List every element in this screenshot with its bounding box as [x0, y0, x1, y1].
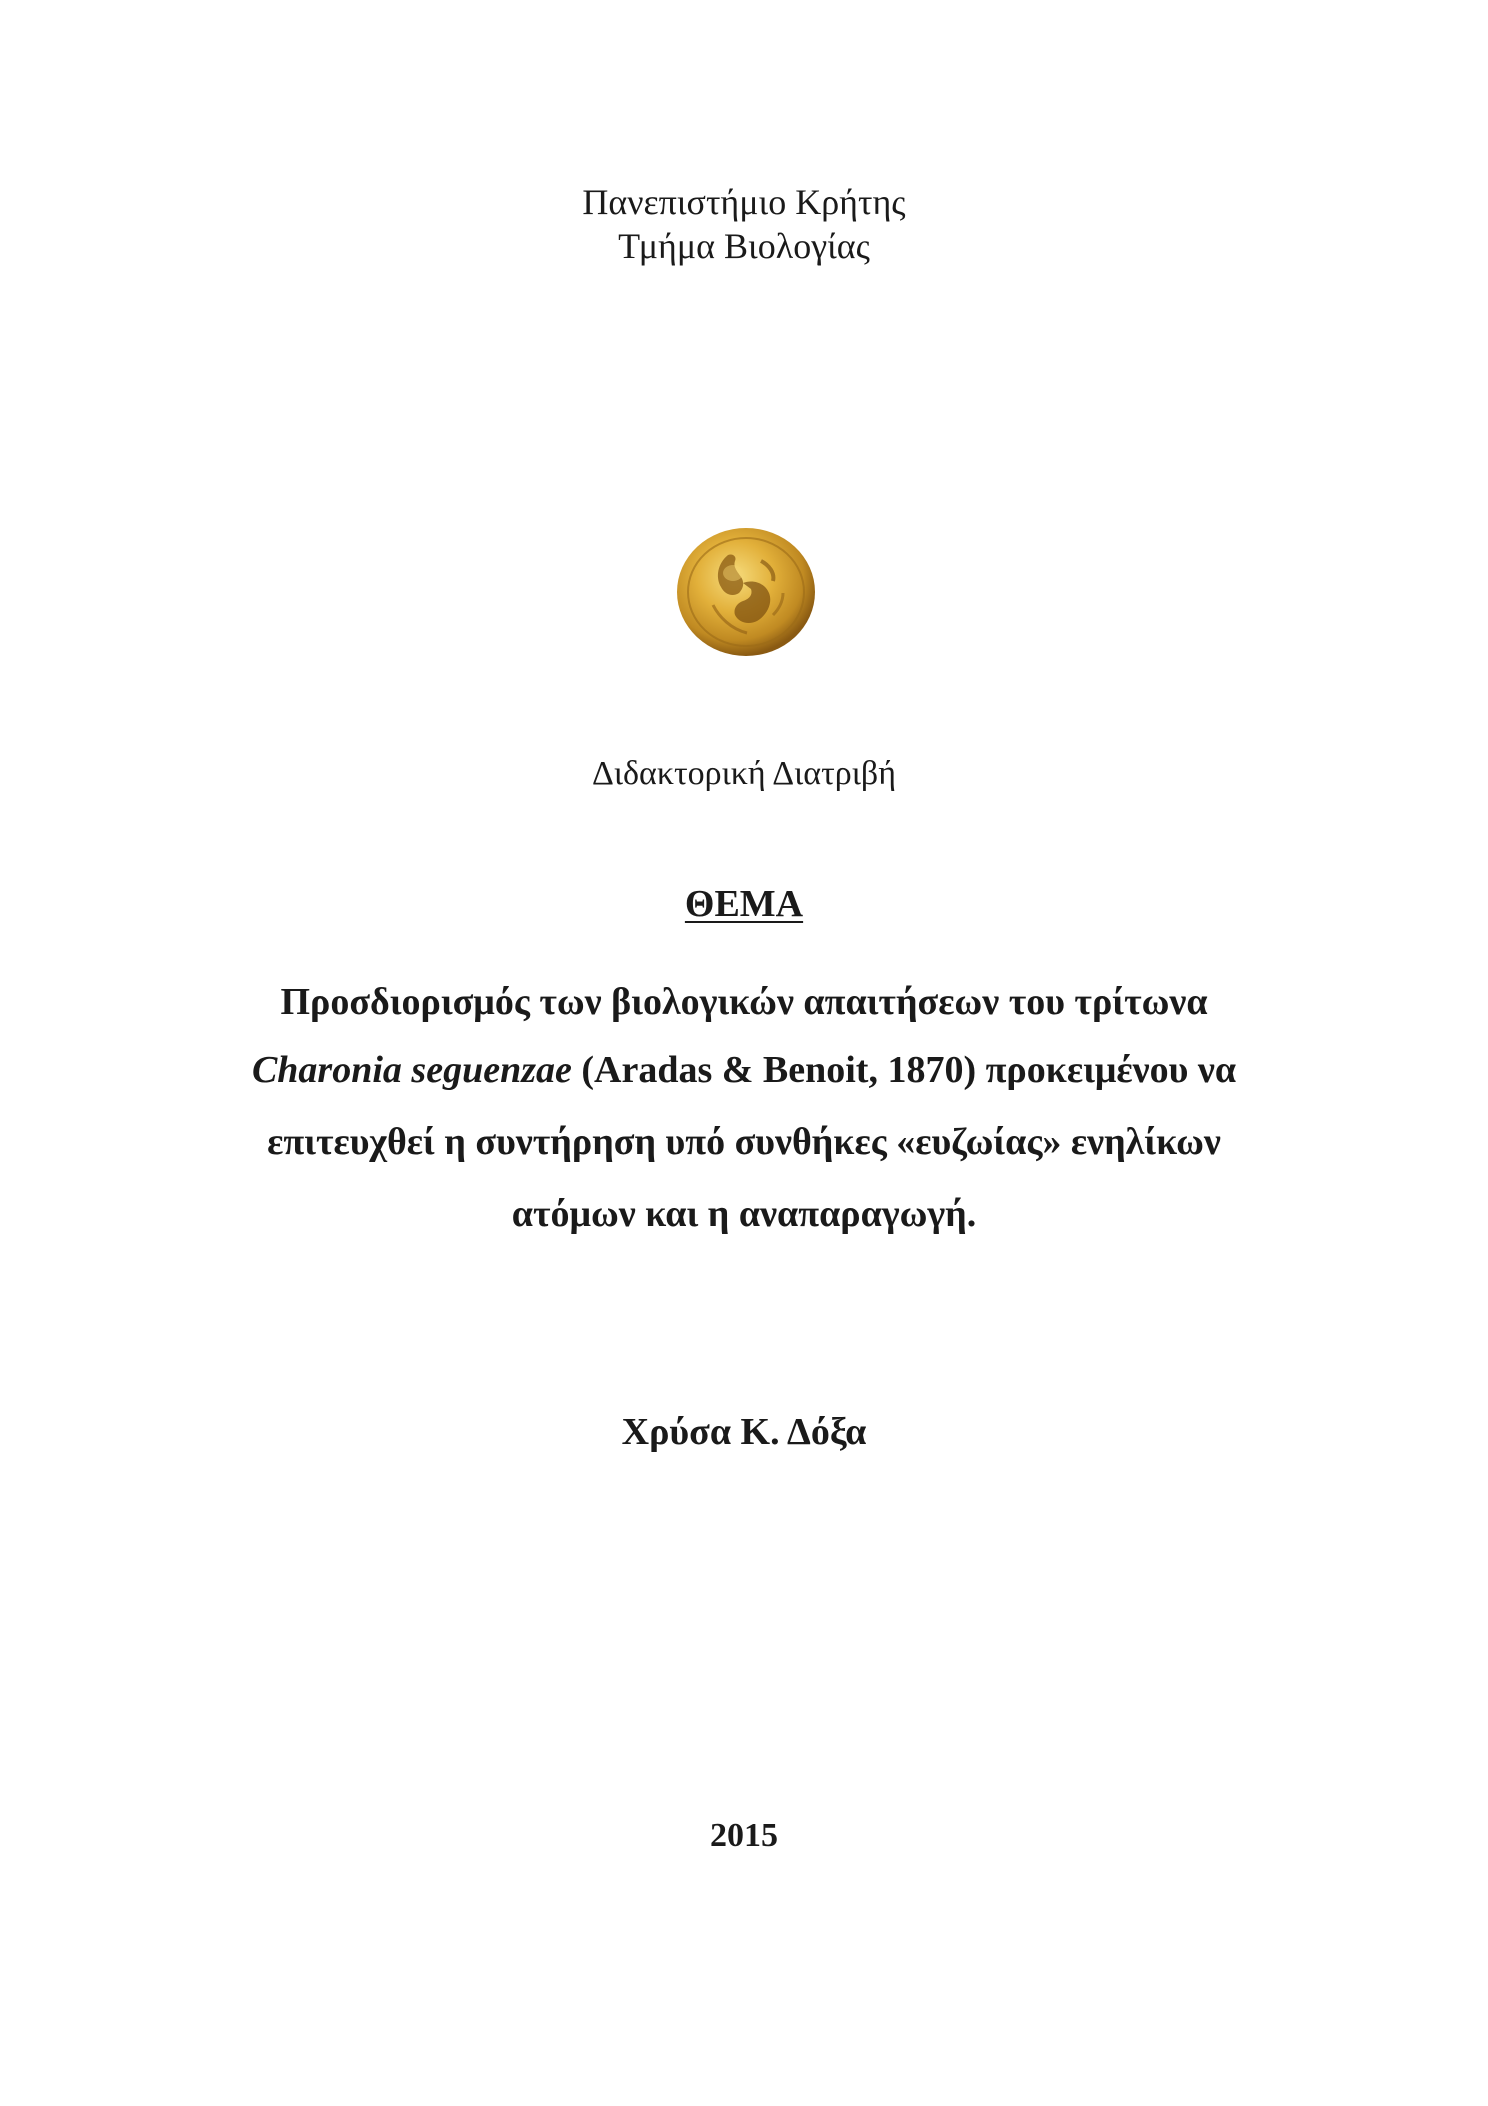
gold-coin-seal-icon: [673, 525, 819, 660]
department-name: Τμήμα Βιολογίας: [618, 226, 870, 266]
thesis-title-line-1: Προσδιορισμός των βιολογικών απαιτήσεων του τρίτωνα: [280, 981, 1208, 1023]
subject-heading-text: ΘΕΜΑ: [684, 883, 804, 925]
thesis-title-line-2: [0, 1046, 1488, 1094]
thesis-title-line-2-rest: (Aradas & Benoit, 1870) προκειμένου να: [571, 1049, 1237, 1091]
species-name: Charonia seguenzae: [251, 1049, 572, 1091]
publication-year: 2015: [710, 1817, 778, 1854]
university-name: Πανεπιστήμιο Κρήτης: [582, 182, 906, 222]
document-type: Διδακτορική Διατριβή: [592, 755, 896, 792]
thesis-title-line-3: επιτευχθεί η συντήρηση υπό συνθήκες «ευζωίας» ενηλίκων: [267, 1121, 1221, 1163]
thesis-title-line-4: ατόμων και η αναπαραγωγή.: [511, 1193, 977, 1235]
subject-heading: [0, 880, 1488, 928]
author-name: Χρύσα Κ. Δόξα: [621, 1411, 867, 1453]
